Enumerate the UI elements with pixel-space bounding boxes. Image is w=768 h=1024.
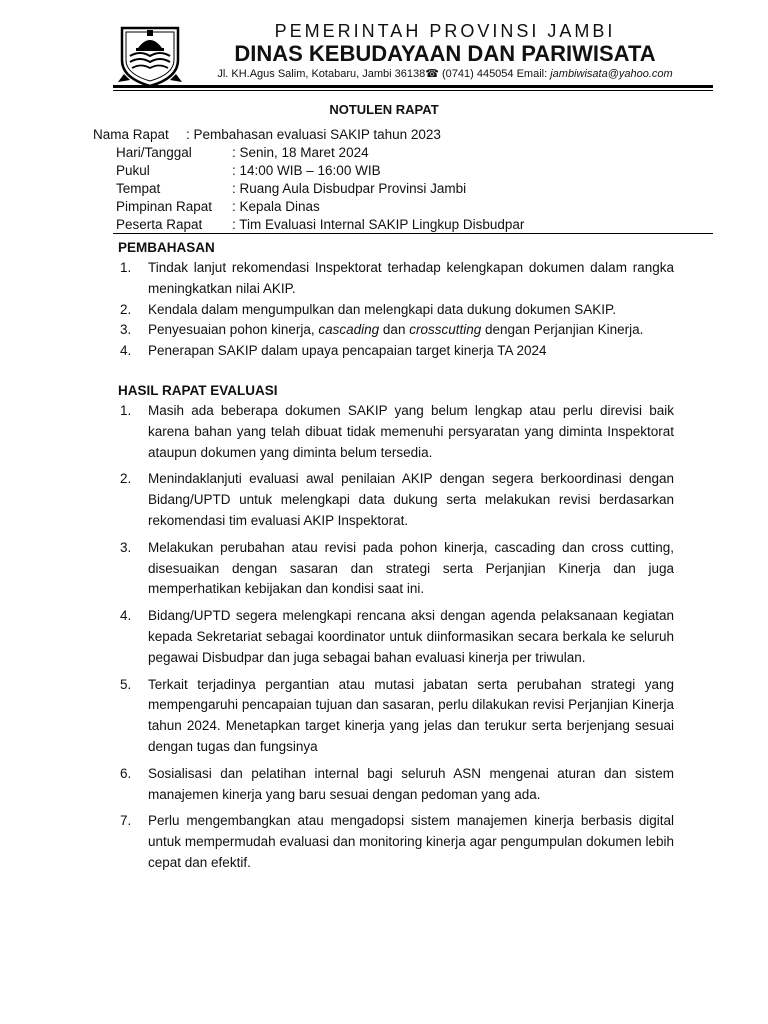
list-item	[118, 538, 674, 600]
document-title: NOTULEN RAPAT	[329, 102, 439, 117]
list-item	[118, 469, 674, 531]
hasil-heading: HASIL RAPAT EVALUASI	[118, 383, 278, 398]
item-number: 4.	[120, 343, 132, 359]
meta-key: Hari/Tanggal	[116, 145, 192, 160]
list-item	[118, 320, 674, 341]
item-text: Terkait terjadinya pergantian atau mutasi jabatan serta perubahan strategi yang mempengaruhi pencapaian tujuan dan sasaran, perlu dilakukan revisi Perjanjian Kinerja tahun 2024. Menetapkan target kinerja yang jelas dan terukur serta berjenjang sesuai dengan tugas dan fungsinya	[148, 676, 674, 754]
meta-value: : Kepala Dinas	[232, 199, 320, 214]
list-item	[118, 606, 674, 668]
meta-value: : Pembahasan evaluasi SAKIP tahun 2023	[186, 127, 441, 142]
meta-key: Nama Rapat	[93, 127, 169, 142]
agency-contact	[190, 66, 700, 82]
hasil-list	[118, 401, 674, 880]
agency-email: jambiwisata@yahoo.com	[550, 68, 673, 80]
item-text: Tindak lanjut rekomendasi Inspektorat terhadap kelengkapan dokumen dalam rangka meningkatkan nilai AKIP.	[148, 260, 674, 296]
item-number: 7.	[120, 813, 132, 829]
item-text: Perlu mengembangkan atau mengadopsi sistem manajemen kinerja berbasis digital untuk mempermudah evaluasi dan monitoring kinerja agar pengumpulan dokumen lebih cepat dan efektif.	[148, 813, 674, 870]
list-item	[118, 300, 674, 321]
meta-value: : Senin, 18 Maret 2024	[232, 145, 369, 160]
letterhead	[0, 0, 768, 94]
item-number: 5.	[120, 676, 132, 692]
item-number: 4.	[120, 608, 132, 624]
item-number: 2.	[120, 301, 132, 317]
pembahasan-list	[118, 258, 674, 362]
list-item	[118, 258, 674, 300]
list-item	[118, 811, 674, 873]
item-text: Penerapan SAKIP dalam upaya pencapaian target kinerja TA 2024	[148, 343, 547, 359]
list-item	[118, 764, 674, 806]
meta-key: Peserta Rapat	[116, 217, 203, 232]
letterhead-rule-thick	[113, 85, 713, 88]
meta-value: : 14:00 WIB – 16:00 WIB	[232, 163, 381, 178]
item-text: Kendala dalam mengumpulkan dan melengkapi data dukung dokumen SAKIP.	[148, 301, 617, 317]
jambi-province-emblem-icon	[116, 20, 184, 88]
item-text-emphasis: cascading	[318, 322, 380, 338]
agency-phone: (0741) 445054 Email:	[438, 68, 551, 80]
item-number: 2.	[120, 471, 132, 487]
list-item	[118, 341, 674, 362]
item-text: Masih ada beberapa dokumen SAKIP yang belum lengkap atau perlu direvisi baik karena bahan yang telah dibuat tidak memenuhi persyaratan yang diminta Inspektorat ataupun dokumen yang diminta belum tersedia.	[148, 403, 674, 460]
item-text-part: dan	[379, 322, 410, 338]
agency-address: Jl. KH.Agus Salim, Kotabaru, Jambi 36138	[217, 68, 426, 80]
meta-key: Pukul	[116, 163, 150, 178]
letterhead-rule-thin	[113, 90, 713, 91]
item-number: 1.	[120, 403, 132, 418]
item-number: 6.	[120, 765, 132, 781]
meta-key: Pimpinan Rapat	[116, 199, 213, 214]
list-item	[118, 401, 674, 463]
item-number: 3.	[120, 322, 132, 338]
item-text: Melakukan perubahan atau revisi pada pohon kinerja, cascading dan cross cutting, disesuaikan dengan sasaran dan strategi serta Perjanjian Kinerja dan juga memperhatikan kebijakan dan kondisi saat ini.	[148, 539, 674, 597]
agency-name: DINAS KEBUDAYAAN DAN PARIWISATA	[234, 41, 656, 66]
item-text: Bidang/UPTD segera melengkapi rencana aksi dengan agenda pelaksanaan kegiatan kepada Sekretariat sebagai koordinator untuk diinformasikan secara berkala ke seluruh pegawai Disbudpar dan juga sebagai bahan evaluasi kinerja per triwulan.	[148, 608, 674, 665]
pembahasan-heading: PEMBAHASAN	[118, 240, 215, 255]
list-item	[118, 675, 674, 758]
government-name: PEMERINTAH PROVINSI JAMBI	[274, 21, 616, 41]
item-number: 3.	[120, 539, 132, 555]
phone-icon: ☎	[425, 68, 439, 80]
details-divider	[113, 233, 713, 234]
item-text-part: dengan Perjanjian Kinerja.	[481, 322, 644, 338]
item-text: Menindaklanjuti evaluasi awal penilaian AKIP dengan segera berkoordinasi dengan Bidang/UPTD untuk melengkapi data dukung serta melakukan revisi berdasarkan rekomendasi tim evaluasi AKIP Inspektorat.	[148, 471, 674, 528]
item-text-emphasis: crosscutting	[409, 322, 482, 338]
item-text-part: Penyesuaian pohon kinerja,	[148, 322, 319, 338]
item-number: 1.	[120, 260, 132, 275]
meta-value: : Tim Evaluasi Internal SAKIP Lingkup Disbudpar	[232, 217, 525, 232]
meta-key: Tempat	[116, 181, 161, 196]
meta-value: : Ruang Aula Disbudpar Provinsi Jambi	[232, 181, 467, 196]
item-text: Sosialisasi dan pelatihan internal bagi seluruh ASN mengenai aturan dan sistem manajemen kinerja yang baru sesuai dengan pedoman yang ada.	[148, 765, 674, 802]
